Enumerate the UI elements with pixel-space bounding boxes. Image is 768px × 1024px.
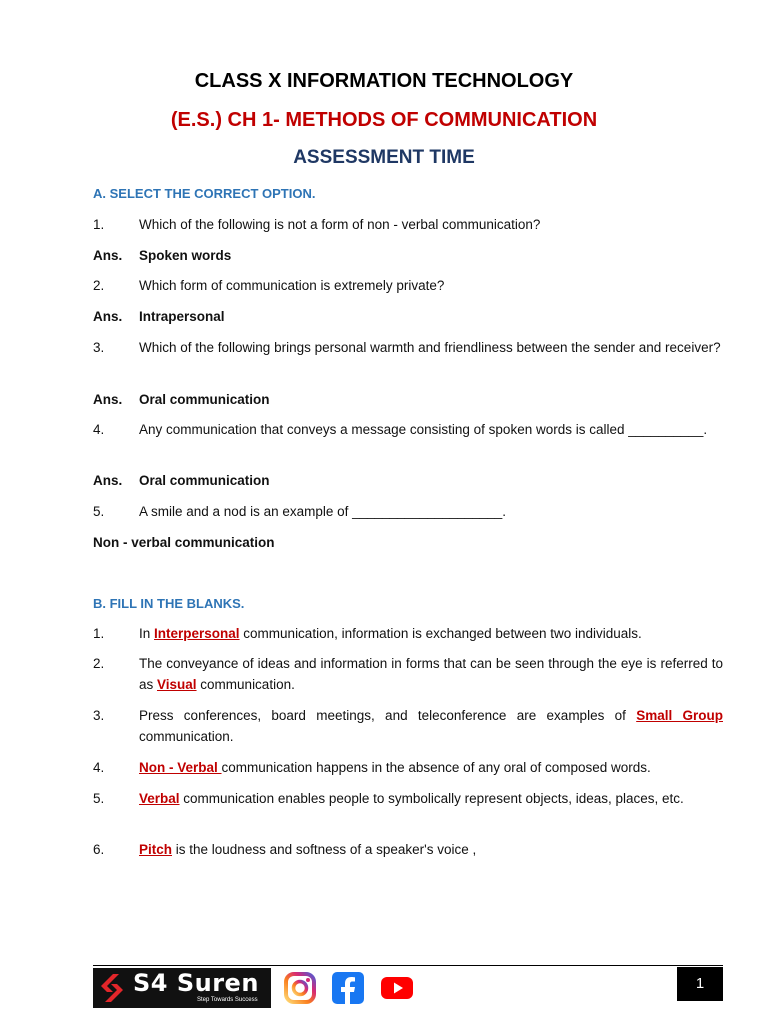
answer-text: Oral communication [139,392,270,407]
blank-sentence [139,757,723,778]
sentence-start: Press conferences, board meetings, and teleconference are examples of [139,708,637,723]
blank-sentence [139,839,723,860]
answer-text: Spoken words [139,248,232,263]
answer-label: Ans. [93,473,123,488]
blank-answer: Verbal [139,791,180,806]
blank-answer: Small Group [636,708,723,723]
page-number: 1 [677,967,723,1001]
question-text: Which form of communication is extremely private? [139,278,445,293]
answer-text: Oral communication [139,473,270,488]
question-text: Which of the following is not a form of non - verbal communication? [139,217,541,232]
blank-number: 2. [93,656,105,671]
blank-number: 3. [93,708,105,723]
blank-sentence [139,788,723,809]
blank-answer: Pitch [139,842,173,857]
question-text: A smile and a nod is an example of ____________________. [139,504,507,519]
blank-answer: Non - Verbal [139,760,222,775]
sentence-end: is the loudness and softness of a speaker's voice , [172,842,477,857]
brand-mark-icon [97,972,127,1004]
blank-number: 1. [93,626,105,641]
chapter-title: (E.S.) CH 1- METHODS OF COMMUNICATION [170,109,598,131]
blank-sentence [139,623,723,644]
question-text: Which of the following brings personal warmth and friendliness between the sender and receiver? [139,340,721,355]
blank-number: 4. [93,760,105,775]
assessment-title: ASSESSMENT TIME [293,147,475,168]
blank-answer: Visual [157,677,197,692]
youtube-icon[interactable] [380,971,414,1005]
document-title: CLASS X INFORMATION TECHNOLOGY [194,70,574,92]
answer-label: Ans. [93,392,123,407]
sentence-end: communication enables people to symbolically represent objects, ideas, places, etc. [179,791,684,806]
blank-number: 5. [93,791,105,806]
answer-text: Intrapersonal [139,309,225,324]
sentence-start: The conveyance of ideas and information in forms that can be seen through the eye is referred to as [139,656,723,692]
sentence-end: communication, information is exchanged between two individuals. [239,626,642,641]
brand-logo [93,968,271,1008]
footer-divider [93,965,723,966]
brand-name: S4 Suren [133,969,259,997]
section-b-heading: B. FILL IN THE BLANKS. [93,596,245,611]
sentence-end: communication. [196,677,295,692]
brand-tagline: Step Towards Success [197,997,258,1003]
question-number: 2. [93,278,105,293]
question-number: 4. [93,422,105,437]
blank-sentence [139,653,723,695]
blank-sentence [139,705,723,747]
question-number: 3. [93,340,105,355]
blank-number: 6. [93,842,105,857]
answer-label: Ans. [93,248,123,263]
blank-answer: Interpersonal [154,626,240,641]
section-a-heading: A. SELECT THE CORRECT OPTION. [93,186,316,201]
question-number: 1. [93,217,105,232]
sentence-start: In [139,626,155,641]
answer-text: Non - verbal communication [93,535,275,550]
facebook-icon[interactable] [331,971,365,1005]
answer-label: Ans. [93,309,123,324]
sentence-end: communication. [139,729,234,744]
sentence-end: communication happens in the absence of any oral of composed words. [221,760,651,775]
question-text: Any communication that conveys a message consisting of spoken words is called __________. [139,422,708,437]
question-number: 5. [93,504,105,519]
instagram-icon[interactable] [283,971,317,1005]
